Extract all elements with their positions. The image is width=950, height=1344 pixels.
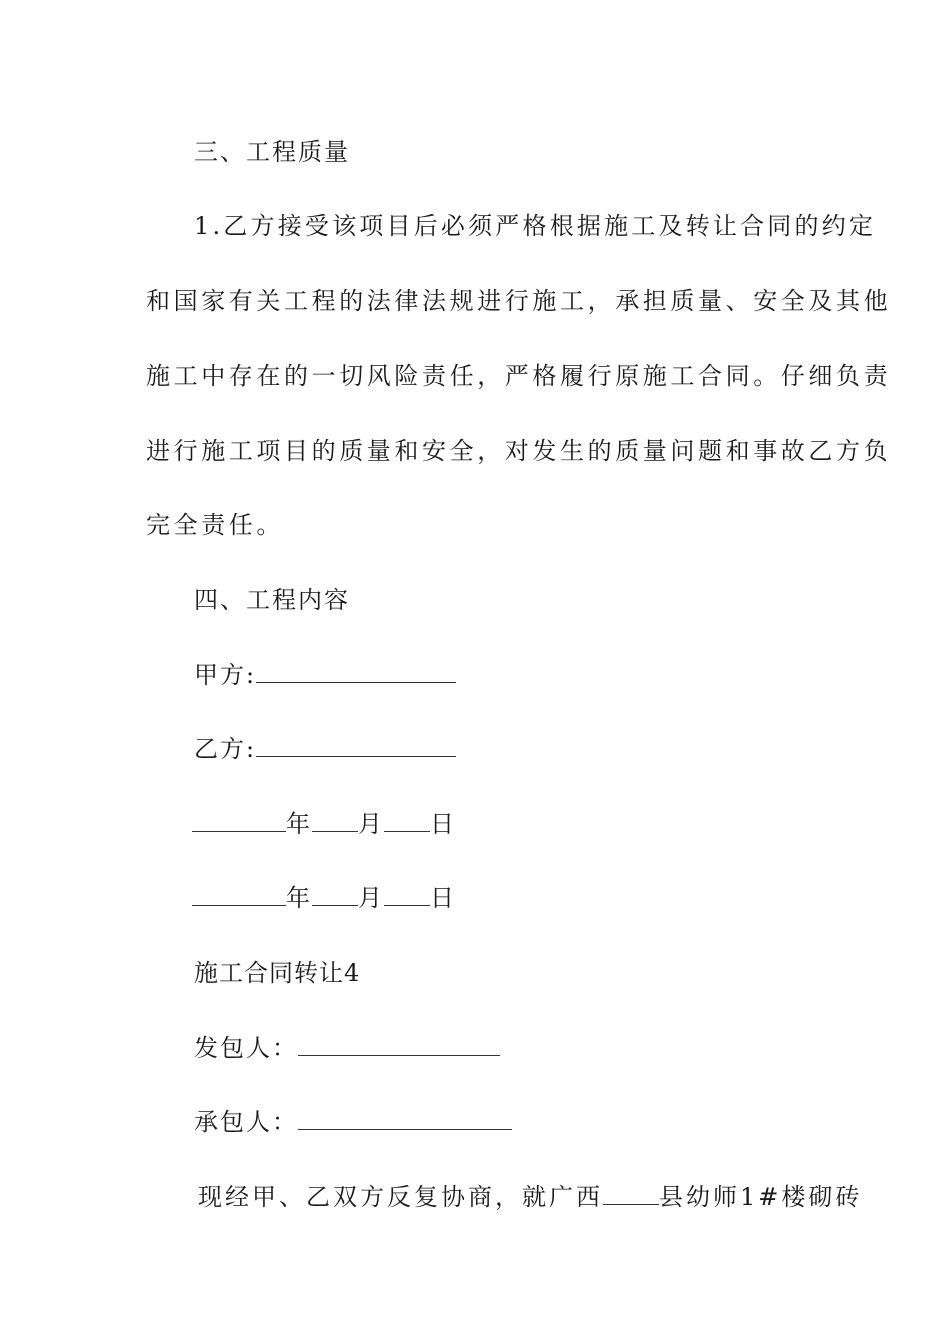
- party-b-signature-line: [194, 734, 456, 764]
- year-blank: [192, 883, 286, 906]
- month-label: 月: [358, 810, 384, 838]
- party-a-signature-line: [194, 660, 456, 690]
- party-a-blank: [256, 660, 456, 683]
- date-line-1: [192, 809, 456, 839]
- intro-prefix: 现经甲、乙双方反复协商，就广西: [198, 1183, 603, 1211]
- year-label: 年: [286, 884, 312, 912]
- section-heading-content: 四、工程内容: [194, 586, 350, 614]
- paragraph-line: 完全责任。: [146, 511, 284, 539]
- county-blank: [603, 1182, 659, 1205]
- paragraph-line: 1.乙方接受该项目后必须严格根据施工及转让合同的约定: [194, 212, 877, 240]
- paragraph-line: 和国家有关工程的法律法规进行施工，承担质量、安全及其他: [146, 287, 892, 315]
- day-label: 日: [430, 884, 456, 912]
- party-a-label: 甲方:: [194, 661, 257, 689]
- paragraph-line: 进行施工项目的质量和安全，对发生的质量问题和事故乙方负: [146, 437, 892, 465]
- day-blank: [384, 883, 430, 906]
- issuer-blank: [298, 1033, 500, 1056]
- section-heading-quality: 三、工程质量: [194, 138, 350, 166]
- intro-suffix: 县幼师1#楼砌砖: [659, 1183, 863, 1211]
- contract-title: 施工合同转让4: [194, 959, 361, 987]
- issuer-line: [194, 1033, 500, 1063]
- party-b-label: 乙方:: [194, 735, 257, 763]
- paragraph-line: 施工中存在的一切风险责任，严格履行原施工合同。仔细负责: [146, 362, 892, 390]
- contract-intro-line: [198, 1182, 862, 1212]
- month-blank: [312, 883, 358, 906]
- year-blank: [192, 809, 286, 832]
- party-b-blank: [256, 734, 456, 757]
- month-label: 月: [358, 884, 384, 912]
- contractor-line: [194, 1107, 512, 1137]
- contractor-blank: [298, 1107, 512, 1130]
- month-blank: [312, 809, 358, 832]
- contractor-label: 承包人：: [194, 1108, 298, 1136]
- year-label: 年: [286, 810, 312, 838]
- day-label: 日: [430, 810, 456, 838]
- day-blank: [384, 809, 430, 832]
- date-line-2: [192, 883, 456, 913]
- issuer-label: 发包人：: [194, 1034, 298, 1062]
